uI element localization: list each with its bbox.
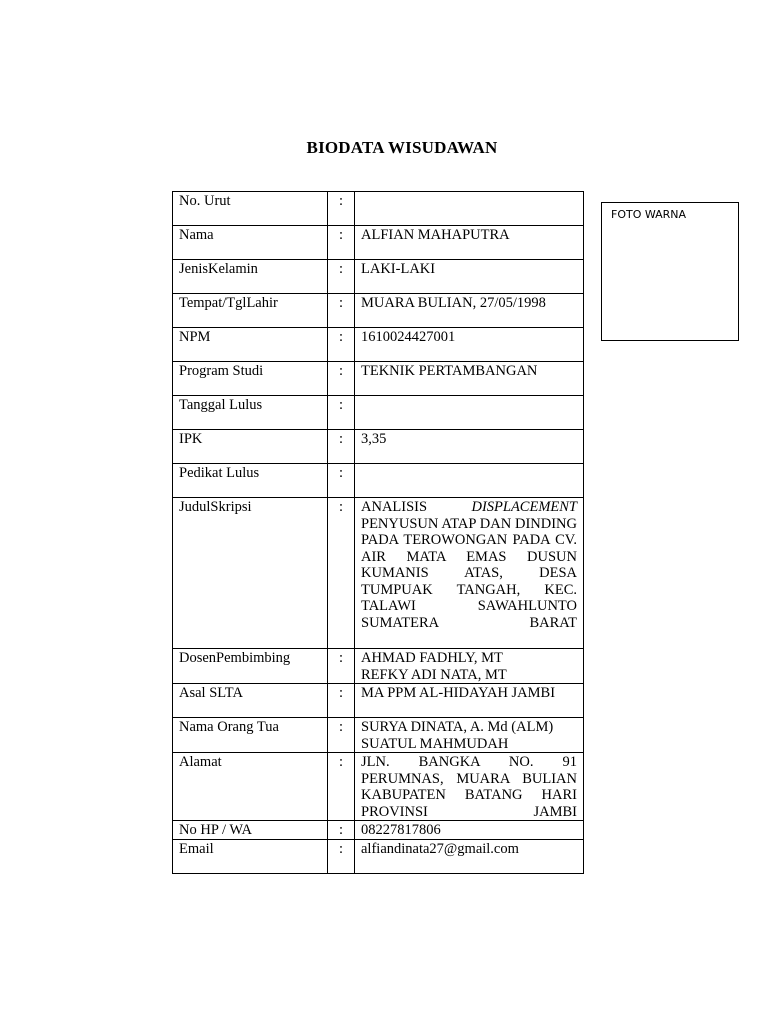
field-value: LAKI-LAKI <box>355 260 584 294</box>
row-ipk <box>173 430 584 464</box>
row-program-studi <box>173 362 584 396</box>
field-label: Asal SLTA <box>173 684 328 718</box>
row-nama-orang-tua <box>173 718 584 753</box>
row-tanggal-lulus <box>173 396 584 430</box>
field-value <box>355 192 584 226</box>
field-label: Program Studi <box>173 362 328 396</box>
thesis-title-prefix: ANALISIS <box>361 499 428 515</box>
field-label: Tempat/TglLahir <box>173 294 328 328</box>
field-label: DosenPembimbing <box>173 649 328 684</box>
biodata-table <box>172 191 584 874</box>
field-value: 08227817806 <box>355 821 584 840</box>
colon-separator: : <box>328 430 355 464</box>
thesis-title-rest: PENYUSUN ATAP DAN DINDING PADA TEROWONGAN PADA CV. AIR MATA EMAS DUSUN KUMANIS ATAS, DESA TUMPUAK TANGAH, KEC. TALAWI SAWAHLUNTO SUMATERA BARAT <box>361 515 577 631</box>
field-label: Pedikat Lulus <box>173 464 328 498</box>
row-no-urut <box>173 192 584 226</box>
photo-placeholder <box>601 202 739 341</box>
supervisor-2: REFKY ADI NATA, MT <box>361 666 507 683</box>
field-label: IPK <box>173 430 328 464</box>
field-label: Nama Orang Tua <box>173 718 328 753</box>
parent-name-2: SUATUL MAHMUDAH <box>361 735 509 752</box>
field-value: ALFIAN MAHAPUTRA <box>355 226 584 260</box>
colon-separator: : <box>328 649 355 684</box>
field-value: MA PPM AL-HIDAYAH JAMBI <box>355 684 584 718</box>
row-jenis-kelamin <box>173 260 584 294</box>
field-value <box>355 396 584 430</box>
colon-separator: : <box>328 684 355 718</box>
field-value: TEKNIK PERTAMBANGAN <box>355 362 584 396</box>
field-value: MUARA BULIAN, 27/05/1998 <box>355 294 584 328</box>
row-judul-skripsi <box>173 498 584 649</box>
supervisor-1: AHMAD FADHLY, MT <box>361 650 503 666</box>
row-tempat-tgl-lahir <box>173 294 584 328</box>
colon-separator: : <box>328 328 355 362</box>
field-value: JLN. BANGKA NO. 91 PERUMNAS, MUARA BULIAN KABUPATEN BATANG HARI PROVINSI JAMBI <box>355 753 584 821</box>
field-value <box>355 649 584 684</box>
field-value: 1610024427001 <box>355 328 584 362</box>
colon-separator: : <box>328 753 355 821</box>
row-alamat <box>173 753 584 821</box>
thesis-title-italic: DISPLACEMENT <box>471 499 577 515</box>
field-label: Tanggal Lulus <box>173 396 328 430</box>
colon-separator: : <box>328 396 355 430</box>
row-no-hp <box>173 821 584 840</box>
colon-separator: : <box>328 294 355 328</box>
field-value <box>355 718 584 753</box>
field-label: JenisKelamin <box>173 260 328 294</box>
colon-separator: : <box>328 718 355 753</box>
parent-name-1: SURYA DINATA, A. Md (ALM) <box>361 719 554 735</box>
colon-separator: : <box>328 464 355 498</box>
colon-separator: : <box>328 260 355 294</box>
field-value <box>355 464 584 498</box>
field-label: JudulSkripsi <box>173 498 328 649</box>
row-asal-slta <box>173 684 584 718</box>
colon-separator: : <box>328 226 355 260</box>
field-label: NPM <box>173 328 328 362</box>
field-label: Email <box>173 839 328 873</box>
field-label: Alamat <box>173 753 328 821</box>
row-email <box>173 839 584 873</box>
page-title: BIODATA WISUDAWAN <box>306 138 498 157</box>
field-label: No HP / WA <box>173 821 328 840</box>
row-pedikat-lulus <box>173 464 584 498</box>
field-value: 3,35 <box>355 430 584 464</box>
field-value <box>355 498 584 649</box>
row-nama <box>173 226 584 260</box>
field-label: Nama <box>173 226 328 260</box>
row-npm <box>173 328 584 362</box>
photo-label: FOTO WARNA <box>611 208 687 221</box>
colon-separator: : <box>328 839 355 873</box>
colon-separator: : <box>328 192 355 226</box>
row-dosen-pembimbing <box>173 649 584 684</box>
field-value: alfiandinata27@gmail.com <box>355 839 584 873</box>
colon-separator: : <box>328 498 355 649</box>
colon-separator: : <box>328 821 355 840</box>
colon-separator: : <box>328 362 355 396</box>
field-label: No. Urut <box>173 192 328 226</box>
